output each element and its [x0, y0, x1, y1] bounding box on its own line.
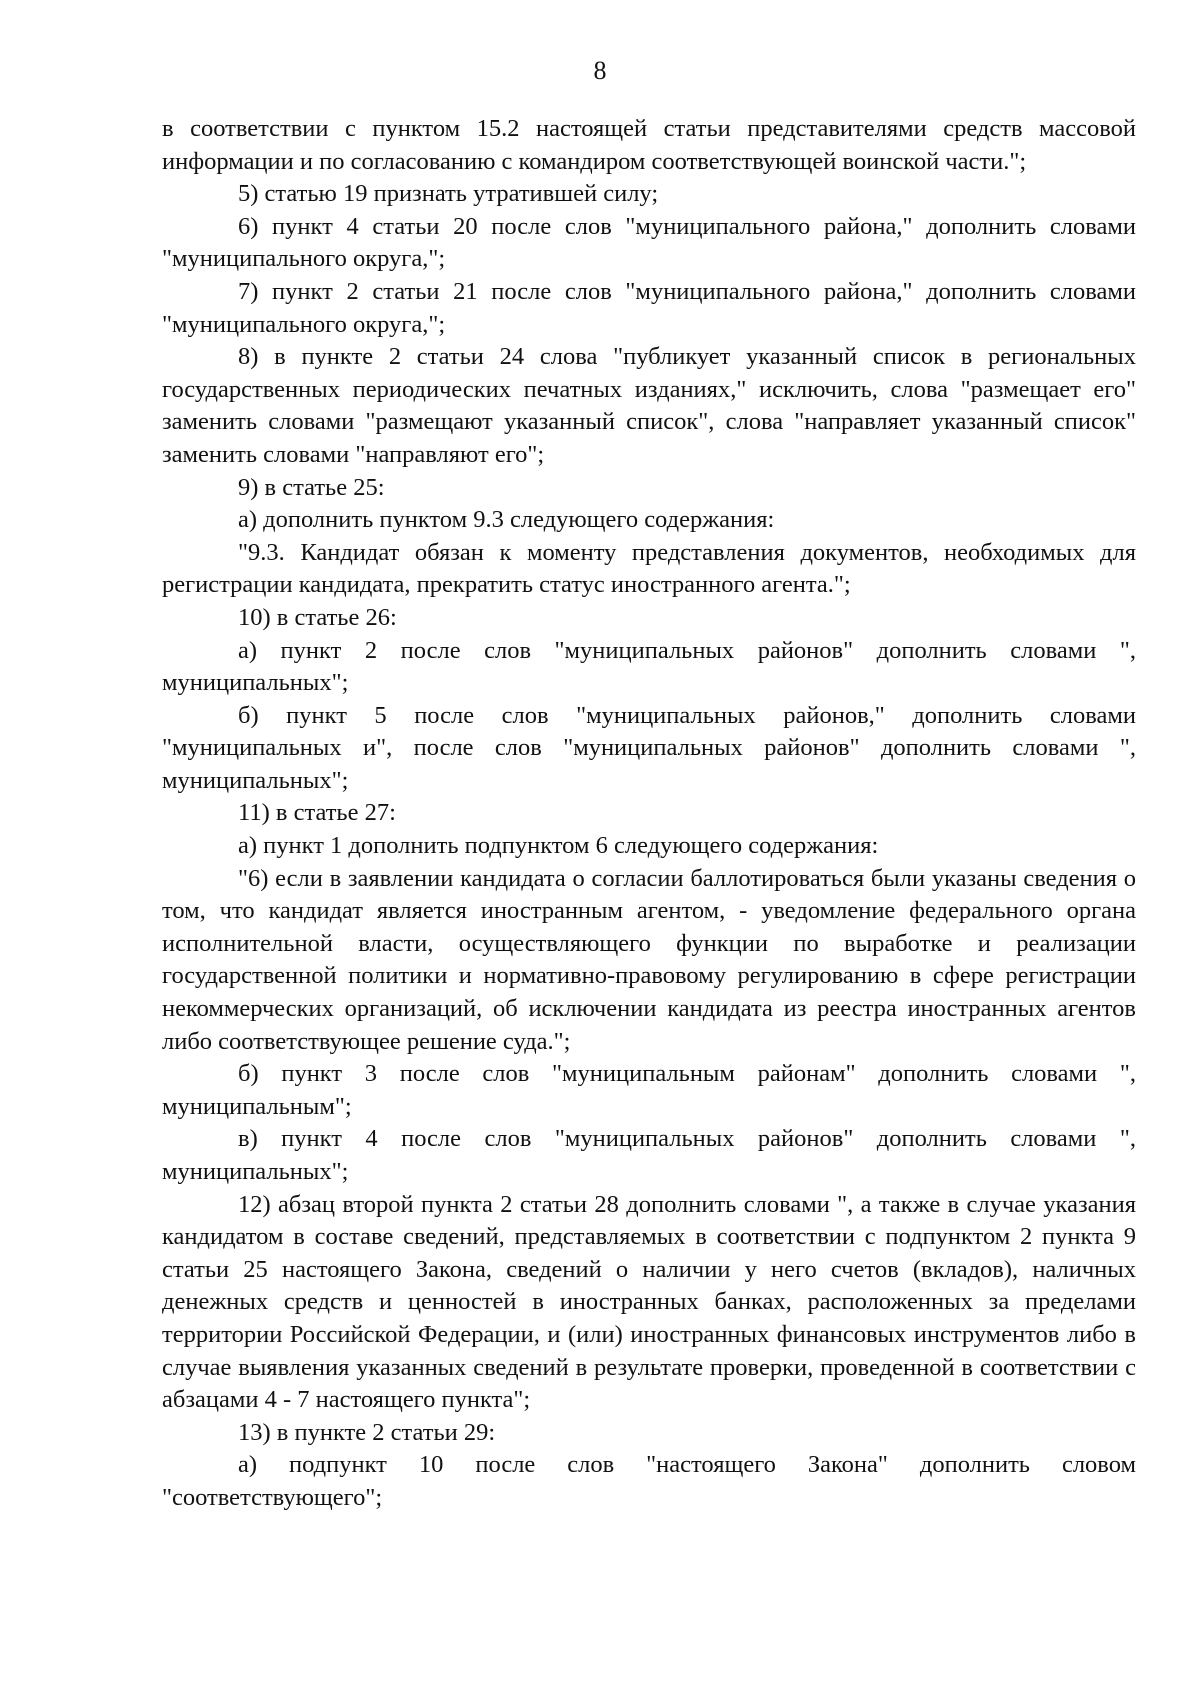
paragraph-item-11-b: б) пункт 3 после слов "муниципальным районам" дополнить словами ", муниципальным"; — [162, 1060, 1136, 1120]
paragraph-item-10: 10) в статье 26: — [238, 603, 397, 631]
paragraph-quote-9-3: "9.3. Кандидат обязан к моменту представления документов, необходимых для регистрации кандидата, прекратить статус иностранного агента."; — [162, 538, 1136, 599]
paragraph-item-11-v: в) пункт 4 после слов "муниципальных районов" дополнить словами ", муниципальных"; — [162, 1125, 1136, 1185]
paragraph-item-7: 7) пункт 2 статьи 21 после слов "муниципального района," дополнить словами "муниципального округа,"; — [162, 277, 1136, 338]
paragraph-item-11: 11) в статье 27: — [238, 799, 396, 827]
paragraph-item-9: 9) в статье 25: — [238, 473, 385, 501]
paragraph-item-11-a: а) пункт 1 дополнить подпунктом 6 следующего содержания: — [238, 832, 879, 860]
paragraph-item-8: 8) в пункте 2 статьи 24 слова "публикует указанный список в региональных государственных периодических печатных изданиях," исключить, слова "размещает его" заменить словами "размещают указанный список", слова "направляет указанный список" заменить словами "направляют его"; — [162, 343, 1136, 468]
paragraph-continuation: в соответствии с пунктом 15.2 настоящей статьи представителями средств массовой информации и по согласованию с командиром соответствующей воинской части."; — [162, 115, 1136, 175]
paragraph-item-6: 6) пункт 4 статьи 20 после слов "муниципального района," дополнить словами "муниципального округа,"; — [162, 212, 1136, 273]
page-number: 8 — [593, 56, 607, 85]
paragraph-item-13-a: а) подпункт 10 после слов "настоящего Закона" дополнить словом "соответствующего"; — [162, 1451, 1136, 1511]
paragraph-item-5: 5) статью 19 признать утратившей силу; — [238, 180, 659, 208]
paragraph-item-10-a: а) пункт 2 после слов "муниципальных районов" дополнить словами ", муниципальных"; — [162, 636, 1136, 697]
paragraph-item-13: 13) в пункте 2 статьи 29: — [238, 1418, 496, 1446]
paragraph-quote-6: "6) если в заявлении кандидата о согласии баллотироваться были указаны сведения о том, что кандидат является иностранным агентом, - уведомление федерального органа исполнительной власти, осуществляющего функции по выработке и реализации государственной политики и нормативно-правовому регулированию в сфере регистрации некоммерческих организаций, об исключении кандидата из реестра иностранных агентов либо соответствующее решение суда."; — [162, 864, 1136, 1055]
paragraph-item-10-b: б) пункт 5 после слов "муниципальных районов," дополнить словами "муниципальных и", после слов "муниципальных районов" дополнить словами ", муниципальных"; — [162, 701, 1136, 794]
paragraph-item-12: 12) абзац второй пункта 2 статьи 28 дополнить словами ", а также в случае указания кандидатом в составе сведений, представляемых в соответствии с подпунктом 2 пункта 9 статьи 25 настоящего Закона, сведений о наличии у него счетов (вкладов), наличных денежных средств и ценностей в иностранных банках, расположенных за пределами территории Российской Федерации, и (или) иностранных финансовых инструментов либо в случае выявления указанных сведений в результате проверки, проведенной в соответствии с абзацами 4 - 7 настоящего пункта"; — [162, 1190, 1136, 1414]
paragraph-item-9-a: а) дополнить пунктом 9.3 следующего содержания: — [238, 506, 775, 534]
document-body — [162, 113, 1136, 1515]
